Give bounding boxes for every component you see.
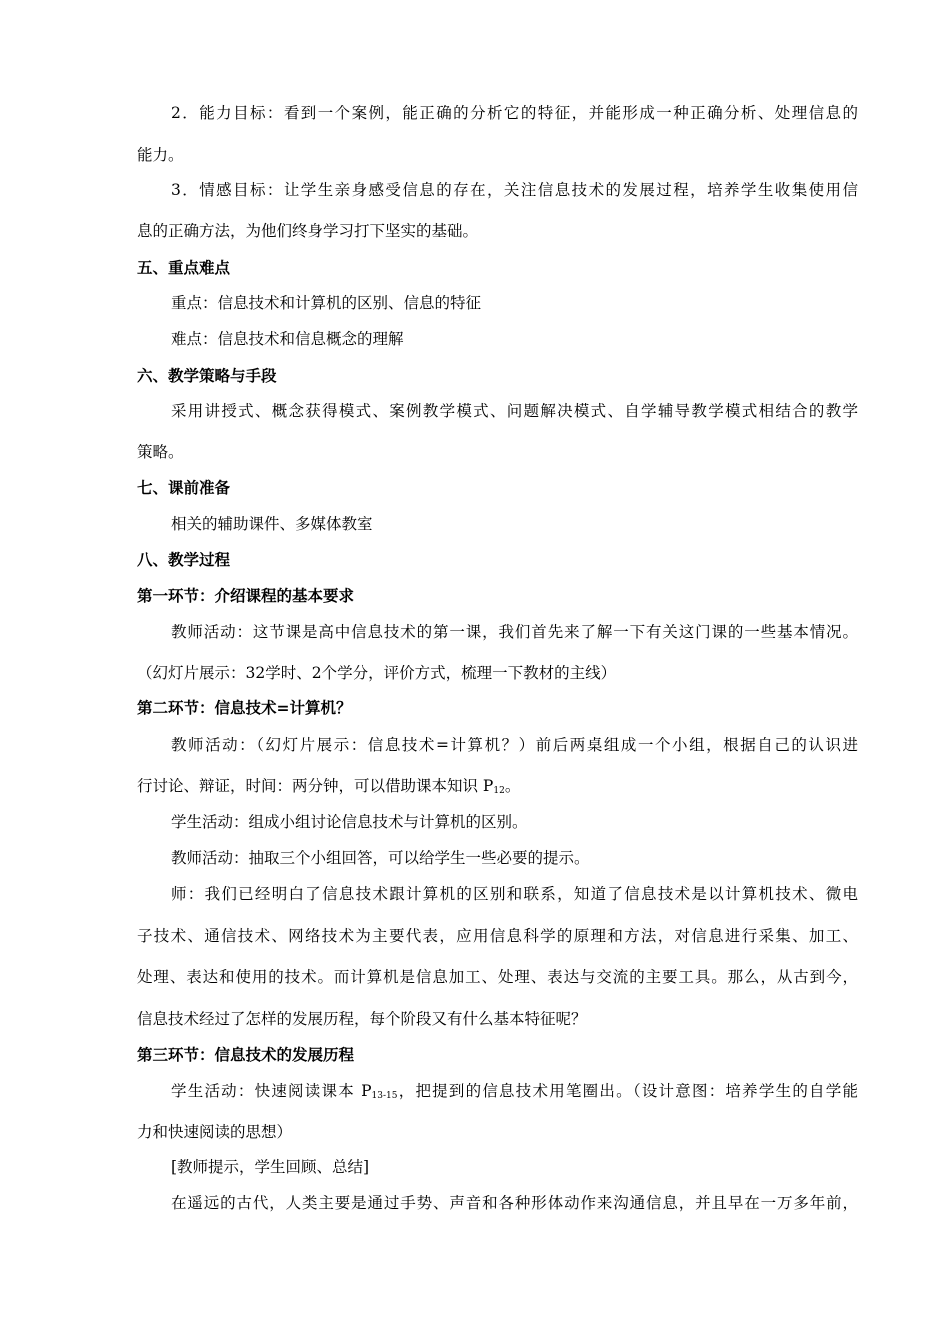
section-heading: 五、重点难点: [137, 259, 231, 277]
paragraph-line: [137, 776, 520, 796]
paragraph-line: 策略。: [137, 443, 184, 461]
subsection-heading: 第三环节：信息技术的发展历程: [137, 1046, 355, 1064]
subsection-heading: 第一环节：介绍课程的基本要求: [137, 587, 355, 605]
paragraph-line: 信息技术经过了怎样的发展历程，每个阶段又有什么基本特征呢？: [137, 1010, 587, 1028]
paragraph-line: 采用讲授式、概念获得模式、案例教学模式、问题解决模式、自学辅导教学模式相结合的教学: [171, 402, 858, 420]
paragraph-line: 3．情感目标：让学生亲身感受信息的存在，关注信息技术的发展过程，培养学生收集使用信: [171, 181, 858, 199]
paragraph-line: 教师活动：（幻灯片展示：信息技术=计算机？）前后两桌组成一个小组，根据自己的认识进: [171, 736, 858, 754]
section-heading: 六、教学策略与手段: [137, 367, 277, 385]
paragraph-line: 师：我们已经明白了信息技术跟计算机的区别和联系，知道了信息技术是以计算机技术、微电: [171, 885, 858, 903]
subsection-heading: 第二环节：信息技术=计算机？: [137, 699, 352, 717]
paragraph-line: 学生活动：组成小组讨论信息技术与计算机的区别。: [171, 813, 528, 831]
paragraph-line: 难点：信息技术和信息概念的理解: [171, 330, 404, 348]
section-heading: 八、教学过程: [137, 551, 231, 569]
text-span: 。: [504, 777, 521, 795]
paragraph-line: [教师提示，学生回顾、总结]: [171, 1158, 370, 1176]
paragraph-line: [171, 1081, 858, 1101]
subscript: 13-15: [371, 1091, 398, 1101]
paragraph-line: 息的正确方法，为他们终身学习打下坚实的基础。: [137, 222, 479, 240]
paragraph-line: 力和快速阅读的思想）: [137, 1123, 293, 1141]
paragraph-line: 能力。: [137, 146, 184, 164]
paragraph-line: 子技术、通信技术、网络技术为主要代表，应用信息科学的原理和方法，对信息进行采集、加工、: [137, 927, 858, 945]
text-span: 行讨论、辩证，时间：两分钟，可以借助课本知识 P: [137, 777, 494, 795]
subscript: 12: [493, 786, 505, 796]
paragraph-line: 教师活动：这节课是高中信息技术的第一课，我们首先来了解一下有关这门课的一些基本情况。: [171, 623, 858, 641]
paragraph-line: （幻灯片展示：32学时、2个学分，评价方式，梳理一下教材的主线）: [137, 664, 617, 682]
section-heading: 七、课前准备: [137, 479, 231, 497]
paragraph-line: 相关的辅助课件、多媒体教室: [171, 515, 373, 533]
paragraph-line: 重点：信息技术和计算机的区别、信息的特征: [171, 294, 482, 312]
paragraph-line: 处理、表达和使用的技术。而计算机是信息加工、处理、表达与交流的主要工具。那么，从古到今，: [137, 968, 858, 986]
text-span: 学生活动：快速阅读课本 P: [171, 1082, 372, 1100]
paragraph-line: 教师活动：抽取三个小组回答，可以给学生一些必要的提示。: [171, 849, 590, 867]
paragraph-line: 在遥远的古代，人类主要是通过手势、声音和各种形体动作来沟通信息，并且早在一万多年前，: [171, 1194, 858, 1212]
text-span: ，把提到的信息技术用笔圈出。（设计意图：培养学生的自学能: [397, 1082, 858, 1100]
paragraph-line: 2．能力目标：看到一个案例，能正确的分析它的特征，并能形成一种正确分析、处理信息的: [171, 104, 858, 122]
